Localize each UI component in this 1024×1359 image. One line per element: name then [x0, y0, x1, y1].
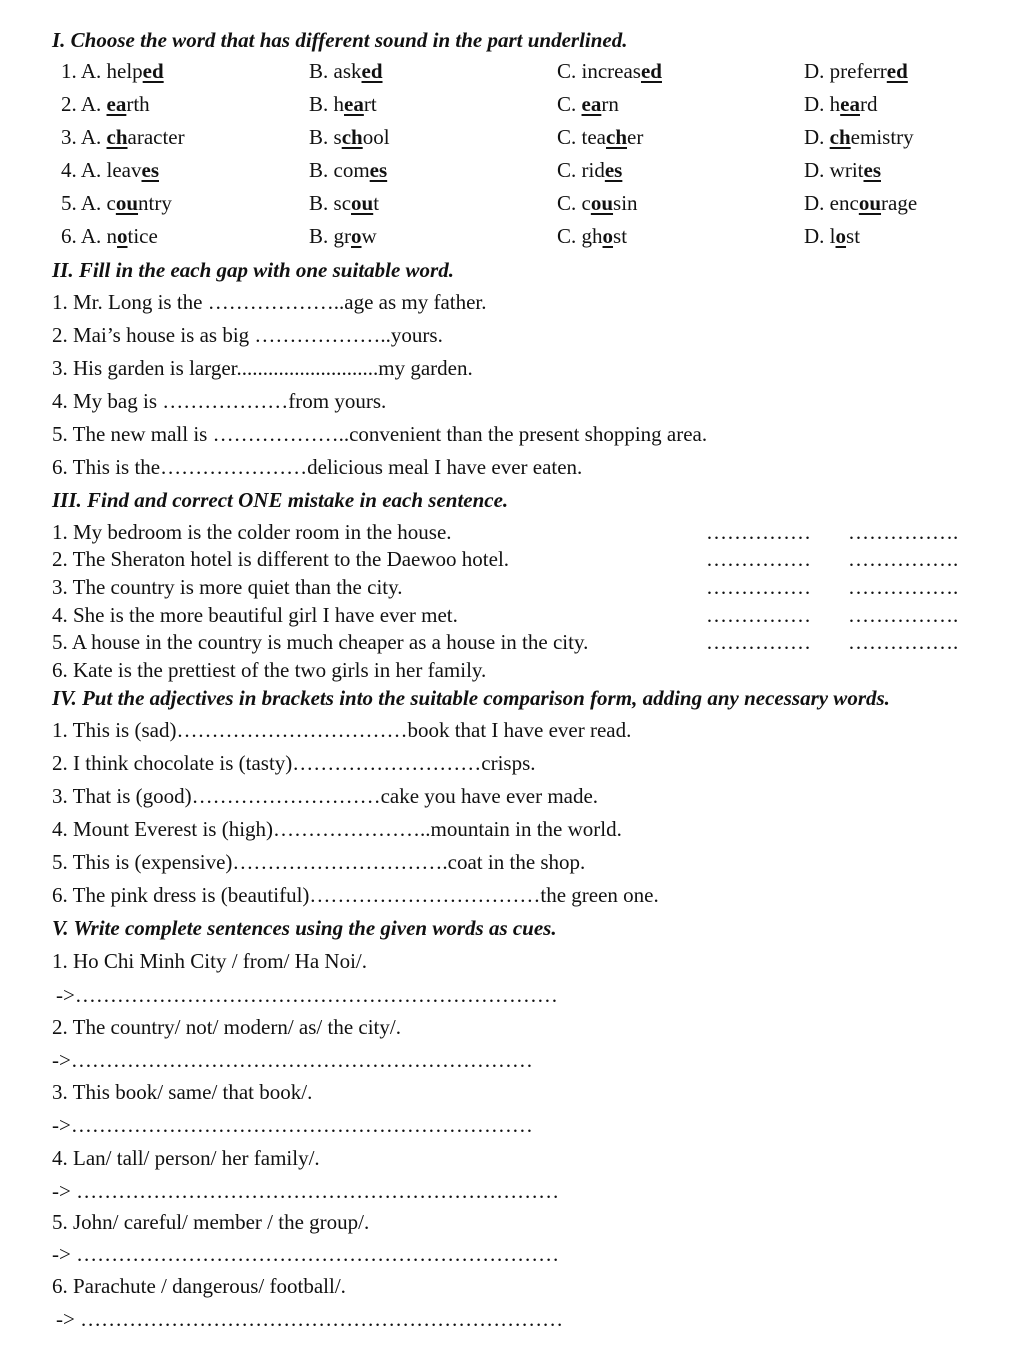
option-2-B: [309, 94, 377, 115]
answer-blank-mistake: ……………: [706, 575, 811, 599]
fill-gap-line-2: 2. Mai’s house is as big ………………..yours.: [52, 323, 443, 347]
option-label: 1. A.: [61, 59, 107, 83]
option-post: st: [613, 224, 628, 248]
option-5-A: [61, 193, 172, 214]
option-pre: s: [333, 125, 342, 149]
option-pre: leav: [106, 158, 142, 182]
comparison-line-3: 3. That is (good)………………………cake you have ever made.: [52, 784, 599, 808]
answer-blank-correction: …………….: [848, 520, 959, 544]
underlined-part: ea: [344, 92, 364, 116]
option-4-C: [557, 160, 622, 181]
option-label: B.: [309, 191, 334, 215]
option-label: B.: [309, 125, 334, 149]
option-post: st: [846, 224, 861, 248]
option-label: 6. A.: [61, 224, 107, 248]
answer-line-4: -> ……………………………………………………………: [52, 1179, 560, 1203]
section-3-heading: III. Find and correct ONE mistake in each sentence.: [52, 488, 509, 512]
option-2-C: [557, 94, 619, 115]
option-label: D.: [804, 59, 830, 83]
option-6-D: [804, 226, 860, 247]
section-4-heading: IV. Put the adjectives in brackets into the suitable comparison form, adding any necessary words.: [52, 686, 890, 710]
option-4-A: [61, 160, 159, 181]
option-pre: preferr: [829, 59, 887, 83]
option-6-A: [61, 226, 158, 247]
option-label: D.: [804, 191, 830, 215]
option-pre: l: [829, 224, 836, 248]
option-pre: rid: [581, 158, 605, 182]
option-6-B: [309, 226, 377, 247]
option-pre: help: [106, 59, 143, 83]
option-label: D.: [804, 158, 830, 182]
option-label: B.: [309, 59, 334, 83]
option-4-B: [309, 160, 387, 181]
underlined-part: es: [604, 158, 623, 182]
underlined-part: ed: [361, 59, 383, 83]
option-label: D.: [804, 92, 830, 116]
fill-gap-line-1: 1. Mr. Long is the ………………..age as my father.: [52, 290, 487, 314]
underlined-part: ed: [640, 59, 662, 83]
mistake-sentence-4: 4. She is the more beautiful girl I have ever met.: [52, 603, 458, 627]
underlined-part: ou: [590, 191, 614, 215]
option-label: C.: [557, 92, 582, 116]
option-pre: h: [829, 92, 841, 116]
section-2-heading: II. Fill in the each gap with one suitable word.: [52, 258, 454, 282]
option-label: B.: [309, 224, 334, 248]
fill-gap-line-3: 3. His garden is larger...........................my garden.: [52, 356, 473, 380]
answer-blank-correction: …………….: [848, 575, 959, 599]
option-pre: c: [581, 191, 591, 215]
underlined-part: es: [369, 158, 388, 182]
comparison-line-4: 4. Mount Everest is (high)…………………..mountain in the world.: [52, 817, 622, 841]
option-pre: n: [106, 224, 118, 248]
option-post: sin: [613, 191, 638, 215]
option-3-C: [557, 127, 643, 148]
cue-line-5: 5. John/ careful/ member / the group/.: [52, 1210, 370, 1234]
option-label: C.: [557, 59, 582, 83]
cue-line-2: 2. The country/ not/ modern/ as/ the city/.: [52, 1015, 401, 1039]
option-1-B: [309, 61, 383, 82]
option-label: D.: [804, 125, 830, 149]
fill-gap-line-6: 6. This is the…………………delicious meal I have ever eaten.: [52, 455, 583, 479]
comparison-line-2: 2. I think chocolate is (tasty)………………………crisps.: [52, 751, 536, 775]
underlined-part: o: [835, 224, 847, 248]
option-pre: h: [333, 92, 345, 116]
cue-line-6: 6. Parachute / dangerous/ football/.: [52, 1274, 346, 1298]
option-pre: tea: [581, 125, 606, 149]
option-label: 4. A.: [61, 158, 107, 182]
underlined-part: ch: [341, 125, 363, 149]
option-label: C.: [557, 158, 582, 182]
option-3-B: [309, 127, 390, 148]
comparison-line-6: 6. The pink dress is (beautiful)……………………………the green one.: [52, 883, 659, 907]
option-1-D: [804, 61, 908, 82]
comparison-line-1: 1. This is (sad)……………………………book that I have ever read.: [52, 718, 632, 742]
underlined-part: o: [351, 224, 362, 248]
option-post: rage: [881, 191, 918, 215]
option-post: rd: [860, 92, 878, 116]
option-5-D: [804, 193, 917, 214]
cue-line-4: 4. Lan/ tall/ person/ her family/.: [52, 1146, 320, 1170]
cue-line-1: 1. Ho Chi Minh City / from/ Ha Noi/.: [52, 949, 367, 973]
option-6-C: [557, 226, 627, 247]
option-pre: writ: [829, 158, 864, 182]
option-post: rth: [126, 92, 150, 116]
answer-blank-mistake: ……………: [706, 603, 811, 627]
option-label: C.: [557, 125, 582, 149]
option-5-B: [309, 193, 379, 214]
option-post: rt: [363, 92, 377, 116]
mistake-sentence-3: 3. The country is more quiet than the city.: [52, 575, 403, 599]
underlined-part: ou: [115, 191, 139, 215]
answer-line-6: -> ……………………………………………………………: [56, 1307, 564, 1331]
option-label: 2. A.: [61, 92, 107, 116]
comparison-line-5: 5. This is (expensive)………………………….coat in the shop.: [52, 850, 586, 874]
underlined-part: es: [863, 158, 881, 182]
underlined-part: ou: [858, 191, 882, 215]
option-pre: enc: [829, 191, 859, 215]
option-1-A: [61, 61, 164, 82]
underlined-part: ou: [351, 191, 374, 215]
option-post: rn: [601, 92, 619, 116]
fill-gap-line-5: 5. The new mall is ………………..convenient than the present shopping area.: [52, 422, 708, 446]
option-2-A: [61, 94, 150, 115]
mistake-sentence-6: 6. Kate is the prettiest of the two girls in her family.: [52, 658, 487, 682]
answer-blank-mistake: ……………: [706, 547, 811, 571]
underlined-part: ch: [829, 125, 851, 149]
option-pre: gh: [581, 224, 603, 248]
option-pre: increas: [581, 59, 641, 83]
underlined-part: ea: [581, 92, 602, 116]
mistake-sentence-2: 2. The Sheraton hotel is different to the Daewoo hotel.: [52, 547, 510, 571]
option-post: er: [627, 125, 644, 149]
option-post: t: [373, 191, 380, 215]
answer-blank-mistake: ……………: [706, 630, 811, 654]
underlined-part: ch: [606, 125, 627, 149]
underlined-part: o: [602, 224, 614, 248]
answer-line-2: ->…………………………………………………………: [52, 1048, 533, 1072]
option-label: B.: [309, 158, 334, 182]
section-1-heading: I. Choose the word that has different sound in the part underlined.: [52, 28, 628, 52]
option-label: D.: [804, 224, 830, 248]
option-pre: ask: [333, 59, 362, 83]
cue-line-3: 3. This book/ same/ that book/.: [52, 1080, 313, 1104]
fill-gap-line-4: 4. My bag is ………………from yours.: [52, 389, 387, 413]
option-3-A: [61, 127, 185, 148]
answer-blank-correction: …………….: [848, 603, 959, 627]
option-label: C.: [557, 191, 582, 215]
answer-blank-correction: …………….: [848, 547, 959, 571]
option-pre: sc: [333, 191, 352, 215]
option-label: B.: [309, 92, 334, 116]
option-label: 3. A.: [61, 125, 107, 149]
option-post: emistry: [850, 125, 914, 149]
underlined-part: ed: [886, 59, 908, 83]
underlined-part: ea: [106, 92, 127, 116]
answer-blank-mistake: ……………: [706, 520, 811, 544]
option-post: tice: [127, 224, 158, 248]
option-5-C: [557, 193, 638, 214]
option-post: w: [361, 224, 377, 248]
underlined-part: o: [117, 224, 128, 248]
option-pre: c: [106, 191, 116, 215]
option-post: ntry: [138, 191, 172, 215]
option-2-D: [804, 94, 878, 115]
option-1-C: [557, 61, 662, 82]
option-4-D: [804, 160, 881, 181]
option-pre: com: [333, 158, 370, 182]
answer-line-5: -> ……………………………………………………………: [52, 1242, 560, 1266]
answer-line-3: ->…………………………………………………………: [52, 1113, 533, 1137]
option-label: 5. A.: [61, 191, 107, 215]
underlined-part: es: [141, 158, 159, 182]
mistake-sentence-1: 1. My bedroom is the colder room in the house.: [52, 520, 452, 544]
section-5-heading: V. Write complete sentences using the given words as cues.: [52, 916, 557, 940]
answer-blank-correction: …………….: [848, 630, 959, 654]
option-pre: gr: [333, 224, 352, 248]
underlined-part: ed: [142, 59, 164, 83]
underlined-part: ch: [106, 125, 128, 149]
underlined-part: ea: [840, 92, 860, 116]
mistake-sentence-5: 5. A house in the country is much cheaper as a house in the city.: [52, 630, 589, 654]
option-post: aracter: [127, 125, 185, 149]
answer-line-1: ->……………………………………………………………: [56, 983, 558, 1007]
option-post: ool: [362, 125, 390, 149]
option-label: C.: [557, 224, 582, 248]
option-3-D: [804, 127, 914, 148]
